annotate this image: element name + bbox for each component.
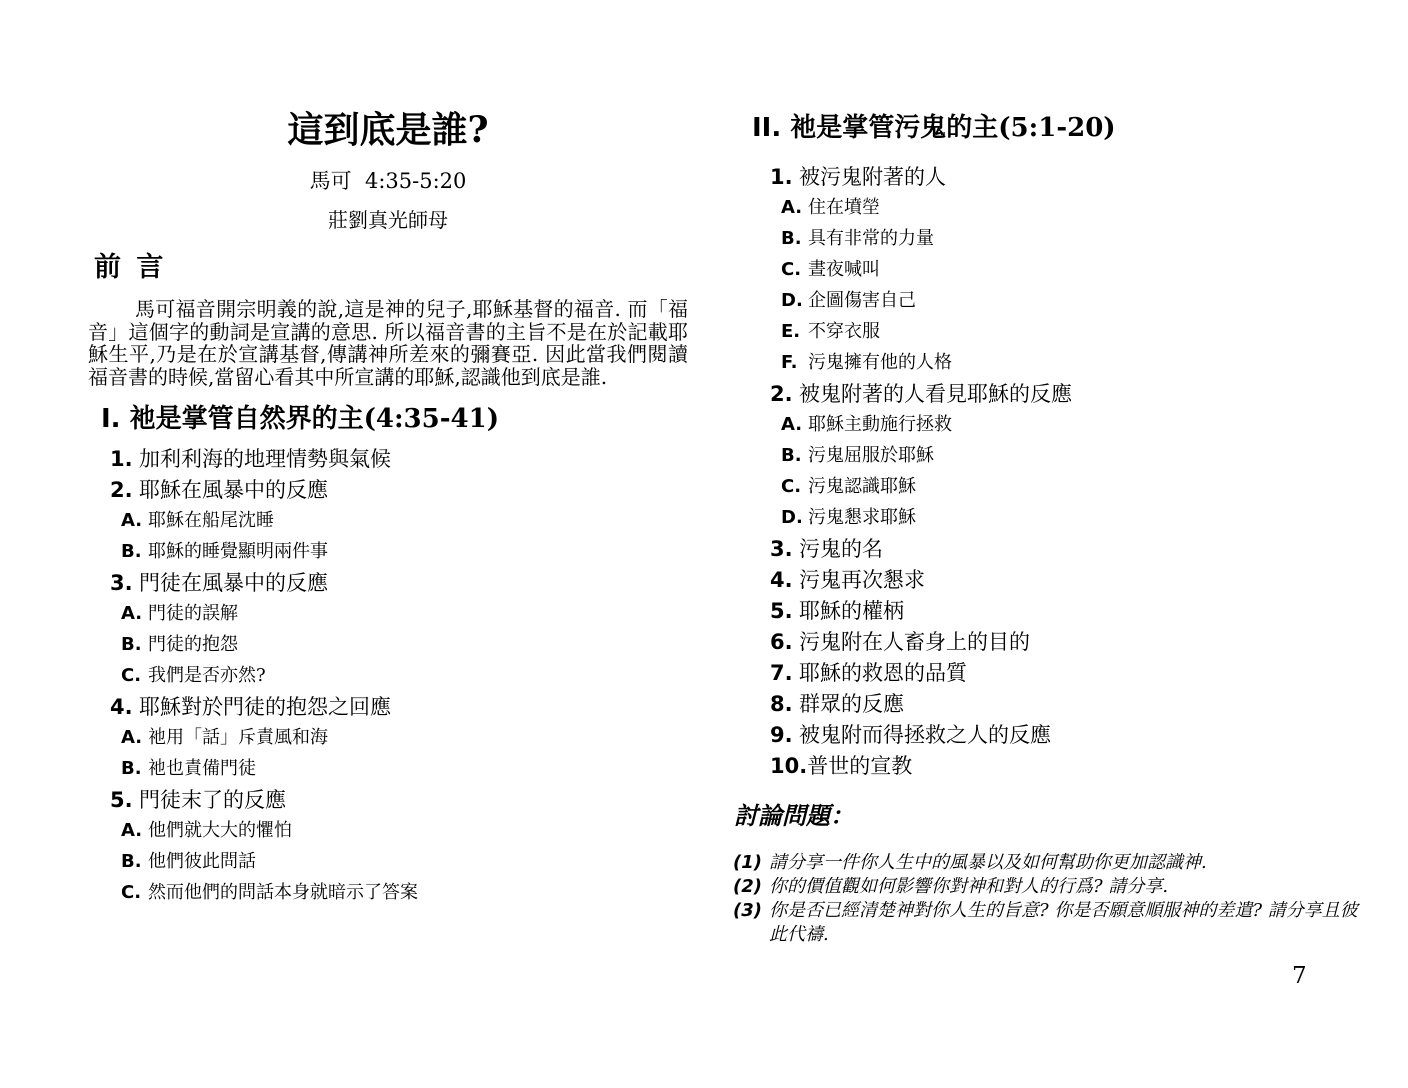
- outline-subitem-row: [781, 412, 1362, 438]
- outline-subitem-row: [121, 539, 688, 565]
- outline-subitem-letter: C.: [781, 476, 802, 497]
- outline-item: [88, 446, 688, 472]
- outline-item-row: [110, 570, 688, 596]
- outline-item-number: 3.: [110, 571, 133, 595]
- section-2-title: 祂是掌管污鬼的主(5:1-20): [790, 113, 1116, 143]
- outline-item: [748, 164, 1362, 376]
- outline-item: [748, 536, 1362, 562]
- outline-item: [748, 381, 1362, 531]
- outline-item-row: [770, 722, 1362, 748]
- discussion-section: [733, 801, 1362, 947]
- outline-subitem-letter: D.: [781, 290, 803, 311]
- outline-subitem-text: 祂用「話」斥責風和海: [148, 727, 328, 748]
- outline-subitem-letter: B.: [121, 758, 142, 779]
- outline-subitem-letter: A.: [121, 727, 143, 748]
- question-number: (2): [733, 876, 762, 897]
- question-number: (3): [733, 900, 762, 921]
- section-2-outline: [748, 164, 1362, 779]
- outline-item-text: 加利利海的地理情勢與氣候: [139, 447, 391, 471]
- outline-subitem-row: [781, 226, 1362, 252]
- outline-subitem-text: 門徒的誤解: [148, 603, 238, 624]
- question-text: 你是否已經清楚神對你人生的旨意? 你是否願意順服神的差遣? 請分享且彼此代禱.: [769, 900, 1358, 945]
- outline-subitem-row: [781, 474, 1362, 500]
- section-1-heading: [101, 403, 688, 435]
- scripture-reference: 馬可 4:35-5:20: [309, 169, 467, 193]
- outline-item-row: [770, 753, 1362, 779]
- document-title: 這到底是誰?: [287, 109, 489, 151]
- outline-item: [748, 722, 1362, 748]
- outline-item-text: 被鬼附而得拯救之人的反應: [799, 723, 1051, 747]
- outline-item-row: [770, 164, 1362, 190]
- outline-subitem-text: 耶穌主動施行拯救: [808, 414, 952, 435]
- outline-item-number: 10.: [770, 754, 808, 778]
- outline-item-row: [770, 536, 1362, 562]
- outline-subitem-row: [781, 505, 1362, 531]
- outline-subitem-list: [748, 195, 1362, 376]
- outline-subitem-row: [781, 288, 1362, 314]
- outline-item-number: 1.: [110, 447, 133, 471]
- question-number: (1): [733, 852, 762, 873]
- outline-item-row: [770, 691, 1362, 717]
- outline-subitem-text: 他們就大大的懼怕: [148, 820, 292, 841]
- outline-subitem-letter: B.: [781, 228, 802, 249]
- outline-item-text: 門徒末了的反應: [139, 788, 286, 812]
- outline-subitem-row: [121, 880, 688, 906]
- outline-item-number: 2.: [770, 382, 793, 406]
- outline-subitem-letter: A.: [781, 414, 803, 435]
- outline-subitem-letter: E.: [781, 321, 801, 342]
- outline-subitem-row: [781, 350, 1362, 376]
- outline-item-text: 門徒在風暴中的反應: [139, 571, 328, 595]
- section-1-number: I.: [101, 404, 121, 434]
- outline-subitem-letter: A.: [121, 603, 143, 624]
- outline-item-text: 群眾的反應: [799, 692, 904, 716]
- preface-heading: 前 言: [94, 252, 167, 283]
- outline-item-text: 污鬼的名: [799, 537, 883, 561]
- outline-subitem-list: [88, 508, 688, 565]
- outline-item-number: 5.: [770, 599, 793, 623]
- outline-subitem-letter: C.: [781, 259, 802, 280]
- outline-subitem-letter: A.: [121, 820, 143, 841]
- outline-item-number: 5.: [110, 788, 133, 812]
- outline-item-text: 耶穌的權柄: [799, 599, 904, 623]
- outline-item-number: 1.: [770, 165, 793, 189]
- outline-item: [748, 660, 1362, 686]
- outline-subitem-list: [88, 601, 688, 689]
- outline-item-number: 4.: [770, 568, 793, 592]
- outline-item: [748, 691, 1362, 717]
- outline-subitem-text: 污鬼認識耶穌: [808, 476, 916, 497]
- outline-item-row: [110, 694, 688, 720]
- outline-subitem-text: 然而他們的問話本身就暗示了答案: [148, 882, 418, 903]
- outline-item-row: [770, 629, 1362, 655]
- question-text: 你的價值觀如何影響你對神和對人的行爲? 請分享.: [769, 876, 1169, 897]
- outline-subitem-text: 晝夜喊叫: [808, 259, 880, 280]
- outline-item: [88, 570, 688, 689]
- outline-subitem-text: 祂也責備門徒: [148, 758, 256, 779]
- outline-subitem-text: 具有非常的力量: [808, 228, 934, 249]
- outline-subitem-letter: F.: [781, 352, 798, 373]
- outline-item-row: [770, 598, 1362, 624]
- outline-subitem-row: [781, 195, 1362, 221]
- outline-item-text: 耶穌的救恩的品質: [799, 661, 967, 685]
- section-2-heading: [752, 112, 1362, 144]
- outline-subitem-row: [121, 818, 688, 844]
- outline-item-row: [110, 787, 688, 813]
- outline-item-text: 普世的宣教: [807, 754, 913, 778]
- outline-item-text: 被污鬼附著的人: [799, 165, 946, 189]
- outline-subitem-row: [781, 319, 1362, 345]
- outline-item-row: [770, 381, 1362, 407]
- outline-item-number: 2.: [110, 478, 133, 502]
- discussion-heading: 討論問題：: [734, 801, 854, 830]
- outline-item-text: 被鬼附著的人看見耶穌的反應: [799, 382, 1072, 406]
- outline-item-row: [110, 446, 688, 472]
- outline-subitem-letter: C.: [121, 882, 142, 903]
- outline-subitem-row: [781, 257, 1362, 283]
- outline-subitem-text: 他們彼此問話: [148, 851, 256, 872]
- outline-item: [748, 567, 1362, 593]
- question-text: 請分享一件你人生中的風暴以及如何幫助你更加認識神.: [769, 852, 1207, 873]
- outline-subitem-text: 耶穌在船尾沈睡: [148, 510, 274, 531]
- outline-subitem-letter: A.: [781, 197, 803, 218]
- outline-item-number: 3.: [770, 537, 793, 561]
- outline-item-row: [770, 660, 1362, 686]
- outline-item: [748, 753, 1362, 779]
- section-2-number: II.: [752, 113, 782, 143]
- outline-subitem-letter: A.: [121, 510, 143, 531]
- outline-item: [88, 477, 688, 565]
- left-column: [88, 108, 688, 906]
- outline-subitem-text: 污鬼屈服於耶穌: [808, 445, 934, 466]
- outline-item-text: 耶穌在風暴中的反應: [139, 478, 328, 502]
- outline-subitem-list: [748, 412, 1362, 531]
- outline-item-text: 耶穌對於門徒的抱怨之回應: [139, 695, 391, 719]
- outline-subitem-row: [121, 725, 688, 751]
- preface-paragraph: 馬可福音開宗明義的說,這是神的兒子,耶穌基督的福音. 而「福音」這個字的動詞是宣講的意思. 所以福音書的主旨不是在於記載耶穌生平,乃是在於宣講基督,傳講神所差來的彌賽亞. 因此當我們閱讀福音書的時候,當留心看其中所宣講的耶穌,認識他到底是誰.: [88, 297, 688, 389]
- section-1-outline: [88, 446, 688, 906]
- outline-subitem-row: [121, 756, 688, 782]
- outline-subitem-text: 不穿衣服: [808, 321, 880, 342]
- outline-subitem-text: 住在墳塋: [808, 197, 880, 218]
- outline-subitem-letter: B.: [781, 445, 802, 466]
- discussion-question: [733, 875, 1362, 899]
- outline-item-row: [770, 567, 1362, 593]
- outline-subitem-letter: B.: [121, 851, 142, 872]
- outline-subitem-text: 門徒的抱怨: [148, 634, 238, 655]
- outline-subitem-row: [121, 663, 688, 689]
- discussion-question: [733, 851, 1362, 875]
- outline-subitem-row: [121, 601, 688, 627]
- author-name: 莊劉真光師母: [328, 208, 448, 232]
- outline-subitem-letter: D.: [781, 507, 803, 528]
- outline-item: [748, 598, 1362, 624]
- right-column: [733, 112, 1362, 947]
- outline-subitem-row: [781, 443, 1362, 469]
- outline-item: [88, 694, 688, 782]
- outline-subitem-text: 企圖傷害自己: [808, 290, 916, 311]
- section-1-title: 祂是掌管自然界的主(4:35-41): [129, 404, 500, 434]
- outline-item-number: 8.: [770, 692, 793, 716]
- outline-subitem-letter: B.: [121, 541, 142, 562]
- outline-subitem-text: 我們是否亦然?: [148, 665, 266, 686]
- outline-item-number: 6.: [770, 630, 793, 654]
- outline-item: [748, 629, 1362, 655]
- outline-subitem-text: 耶穌的睡覺顯明兩件事: [148, 541, 328, 562]
- outline-item-text: 污鬼再次懇求: [799, 568, 925, 592]
- outline-item-number: 7.: [770, 661, 793, 685]
- outline-subitem-list: [88, 818, 688, 906]
- outline-subitem-row: [121, 632, 688, 658]
- outline-subitem-text: 污鬼擁有他的人格: [808, 352, 952, 373]
- outline-subitem-text: 污鬼懇求耶穌: [808, 507, 916, 528]
- discussion-question-list: [733, 851, 1362, 947]
- outline-item-number: 4.: [110, 695, 133, 719]
- outline-subitem-row: [121, 849, 688, 875]
- outline-item-number: 9.: [770, 723, 793, 747]
- outline-subitem-letter: C.: [121, 665, 142, 686]
- outline-item-text: 污鬼附在人畜身上的目的: [799, 630, 1030, 654]
- outline-item: [88, 787, 688, 906]
- discussion-question: [733, 899, 1362, 947]
- page-number: 7: [1292, 963, 1307, 989]
- outline-subitem-row: [121, 508, 688, 534]
- outline-item-row: [110, 477, 688, 503]
- outline-subitem-letter: B.: [121, 634, 142, 655]
- outline-subitem-list: [88, 725, 688, 782]
